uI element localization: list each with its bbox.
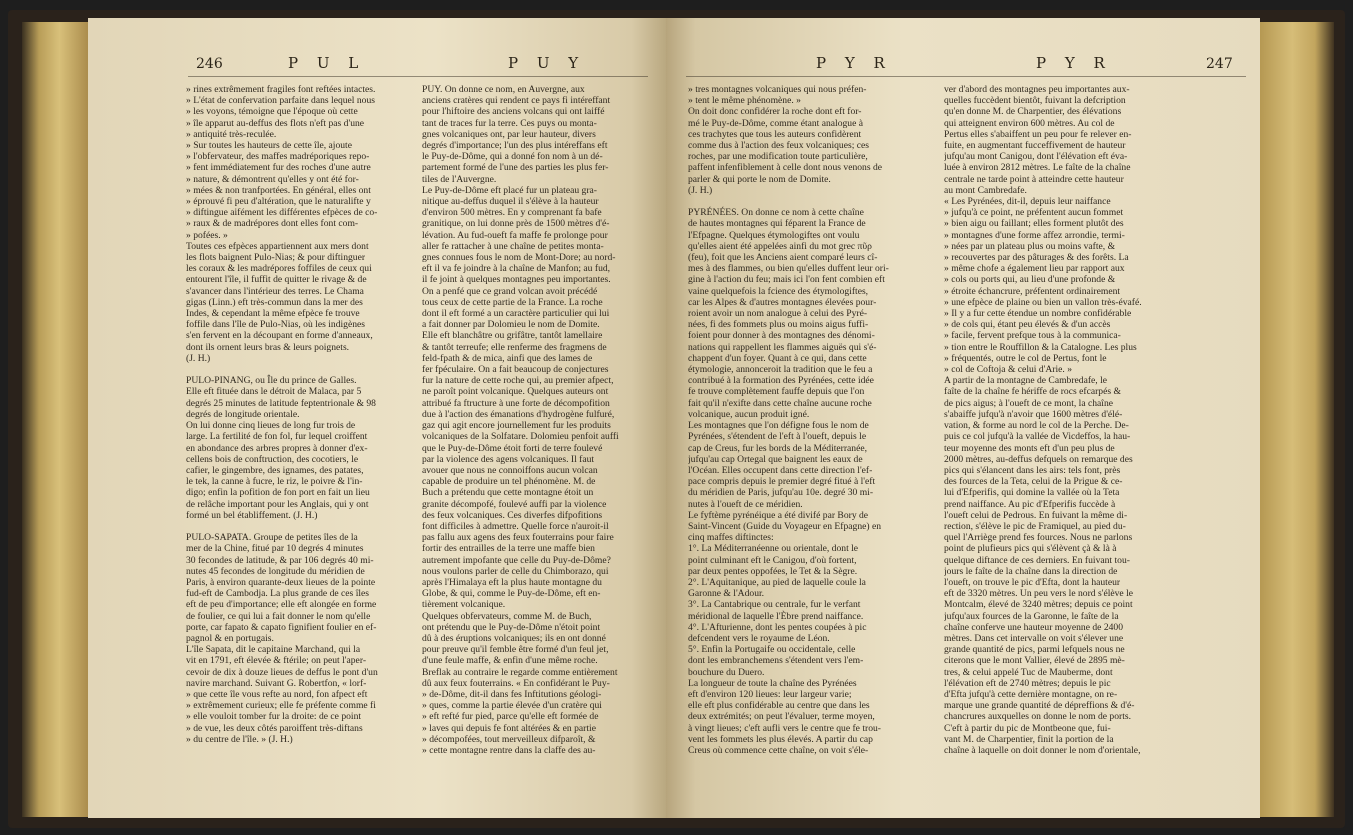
text-column: PUY. On donne ce nom, en Auvergne, aux anciens cratères qui rendent ce pays fi intéreffant pour l'hiftoire des anciens volcans qui ont laiffé tant de traces fur la terre. Ces puys ou monta- gnes volcaniques ont, par leur hauteur, divers degrés d'importance; l'un des plus intéreffans eft le Puy-de-Dôme, qui a donné fon nom à un dé- partement formé de l'une des parties les plus fer- tiles de l'Auvergne. Le Puy-de-Dôme eft placé fur un plateau gra- nitique au-deffus duquel il s'élève à la hauteur d'environ 500 mètres. En y comprenant fa bafe granitique, on lui donne près de 1500 mètres d'é- lévation. Au fud-oueft fa maffe fe prolonge pour aller fe rattacher à une chaîne de petites monta- gnes connues fous le nom de Mont-Dore; au nord- eft il va fe joindre à la chaîne de Manfon; au fud, il fe joint à quelques montagnes peu importantes. On a penfé que ce grand volcan avoit précédé tous ceux de cette partie de la France. La roche dont il eft formé a un caractère particulier qui lui a fait donner par Dolomieu le nom de Domite. Elle eft blanchâtre ou grifâtre, tantôt lamellaire & tantôt terreufe; elle renferme des fragmens de feld-fpath & de mica, ainfi que des lames de fer fpéculaire. On a fait beaucoup de conjectures fur la nature de cette roche qui, au premier afpect, ne paroît point volcanique. Quelques auteurs ont attribué fa ftructure à une forte de décompofition due à l'action des émanations d'hydrogène fulfuré, gaz qui agit encore journellement fur les produits volcaniques de la Solfatare. Dolomieu penfoit auffi que le Puy-de-Dôme étoit forti de terre foulevé par la violence des agens volcaniques. Il faut avouer que nous ne connoiffons aucun volcan capable de produire un tel phénomène. M. de Buch a prétendu que cette montagne étoit un granite décompofé, foulevé auffi par la violence des feux volcaniques. Ces diverfes difpofitions font difficiles à admettre. Quelle force n'auroit-il pas fallu aux agens des feux fouterrains pour faire fortir des entrailles de la terre une maffe bien autrement impofante que celle du Puy-de-Dôme? nous voulons parler de celle du Chimborazo, qui après l'Himalaya eft la plus haute montagne du Globe, & qui, comme le Puy-de-Dôme, eft en- tièrement volcanique. Quelques obfervateurs, comme M. de Buch, ont prétendu que le Puy-de-Dôme n'étoit point dû à des éruptions volcaniques; ils en ont donné pour preuve qu'il femble être formé d'un feul jet, d'une feule maffe, & enfin d'une même roche. Breflak au contraire le regarde comme entièrement dû aux feux fouterrains. « En confidérant le Puy- » de-Dôme, dit-il dans fes Inftitutions géologi- » ques, comme la partie élevée d'un cratère qui » eft refté fur pied, parce qu'elle eft formée de » laves qui depuis fe font altérées & en partie » décompofées, tout merveilleux difparoît, & » cette montagne rentre dans la claffe des au- <box>422 84 619 756</box>
header-rule <box>686 76 1246 77</box>
running-head: P U L <box>288 54 366 72</box>
text-column: » tres montagnes volcaniques qui nous préfen- » tent le même phénomène. » On doit donc confidérer la roche dont eft for- mé le Puy-de-Dôme, comme étant analogue à ces trachytes que tous les auteurs confidèrent comme dus à l'action des feux volcaniques; ces roches, par une modification toute particulière, paffent infenfiblement à celle dont nous venons de parler & qui porte le nom de Domite. (J. H.) PYRÉNÉES. On donne ce nom à cette chaîne de hautes montagnes qui féparent la France de l'Efpagne. Quelques étymologiftes ont voulu qu'elles aient été appelées ainfi du mot grec πῦρ (feu), foit que les Anciens aient comparé leurs cî- mes à des flammes, ou bien qu'elles duffent leur ori- gine à l'action du feu; mais ici l'on fent combien eft vaine quelquefois la fcience des étymologiftes, car les Alpes & d'autres montagnes élevées pour- roient avoir un nom analogue à celui des Pyré- nées, fi des fommets plus ou moins aigus fuffi- foient pour donner à des montagnes des dénomi- nations qui rappellent les flammes aiguës qui s'é- chappent d'un foyer. Quant à ce qui, dans cette étymologie, annonceroit la tradition que le feu a contribué à la formation des Pyrénées, cette idée fe trouve complètement fauffe depuis que l'on fait qu'il n'exifte dans cette chaîne aucune roche volcanique, aucun produit igné. Les montagnes que l'on défigne fous le nom de Pyrénées, s'étendent de l'eft à l'oueft, depuis le cap de Creus, fur les bords de la Méditerranée, jufqu'au cap Ortegal que baignent les eaux de l'Océan. Elles occupent dans cette direction l'ef- pace compris depuis le premier degré fitué à l'eft du méridien de Paris, jufqu'au 10e. degré 30 mi- nutes à l'oueft de ce méridien. Le fyftème pyrénéique a été divifé par Bory de Saint-Vincent (Guide du Voyageur en Efpagne) en cinq maffes diftinctes: 1°. La Méditerranéenne ou orientale, dont le point culminant eft le Canigou, d'où fortent, par deux pentes oppofées, le Tet & la Sègre. 2°. L'Aquitanique, au pied de laquelle coule la Garonne & l'Adour. 3°. La Cantabrique ou centrale, fur le verfant méridional de laquelle l'Èbre prend naiffance. 4°. L'Afturienne, dont les pentes coupées à pic defcendent vers le royaume de Léon. 5°. Enfin la Portugaife ou occidentale, celle dont les embranchemens s'étendent vers l'em- bouchure du Duero. La longueur de toute la chaîne des Pyrénées eft d'environ 120 lieues: leur largeur varie; elle eft plus confidérable au centre que dans les deux extrémités; on peut l'évaluer, terme moyen, à vingt lieues; c'eft aufli vers le centre que fe trou- vent les fommets les plus élevés. A partir du cap Creus où commence cette chaîne, on voit s'éle- <box>688 84 889 756</box>
left-page <box>88 18 666 818</box>
running-head: P Y R <box>1036 54 1112 72</box>
running-head: P Y R <box>816 54 892 72</box>
text-column: » rines extrêmement fragiles font reftées intactes. » L'état de confervation parfaite dans lequel nous » les voyons, témoigne que l'époque où cette » île apparut au-deffus des flots n'eft pas d'une » antiquité très-reculée. » Sur toutes les hauteurs de cette île, ajoute » l'obfervateur, des maffes madréporiques repo- » fent immédiatement fur des roches d'une autre » nature, & démontrent qu'elles y ont été for- » mées & non tranfportées. En général, elles ont » éprouvé fi peu d'altération, que le naturalifte y » diftingue aifément les différentes efpèces de co- » raux & de madrépores dont elles font com- » pofées. » Toutes ces efpèces appartiennent aux mers dont les flots baignent Pulo-Nias; & pour diftinguer les coraux & les madrépores foffiles de ceux qui entourent l'île, il fuffit de quitter le rivage & de s'avancer dans l'intérieur des terres. Le Chama gigas (Linn.) eft très-commun dans la mer des Indes, & cependant la même efpèce fe trouve foffile dans l'île de Pulo-Nias, où les indigènes s'en fervent en la découpant en forme d'anneaux, dont ils ornent leurs bras & leurs poignets. (J. H.) PULO-PINANG, ou Île du prince de Galles. Elle eft fituée dans le détroit de Malaca, par 5 degrés 25 minutes de latitude feptentrionale & 98 degrés de longitude orientale. On lui donne cinq lieues de long fur trois de large. La fertilité de fon fol, fur lequel croiffent en abondance des arbres propres à donner d'ex- cellens bois de conftruction, des cocotiers, le cafier, le gingembre, des ignames, des patates, le tek, la canne à fucre, le riz, le poivre & l'in- digo; enfin la pofition de fon port en fait un lieu de relâche important pour les Anglais, qui y ont formé un bel établiffement. (J. H.) PULO-SAPATA. Groupe de petites îles de la mer de la Chine, fitué par 10 degrés 4 minutes 30 fecondes de latitude, & par 106 degrés 40 mi- nutes 45 fecondes de longitude du méridien de Paris, à environ quarante-deux lieues de la pointe fud-eft de Cambodja. La plus grande de ces îles eft de peu d'importance; elle eft alongée en forme de foulier, ce qui lui a fait donner le nom qu'elle porte, car fapato & capato fignifient foulier en ef- pagnol & en portugais. L'île Sapata, dit le capitaine Marchand, qui la vit en 1791, eft élevée & ftérile; on peut l'aper- cevoir de dix à douze lieues de deffus le pont d'un navire marchand. Suivant G. Robertfon, « lorf- » que cette île vous refte au nord, fon afpect eft » extrêmement curieux; elle fe préfente comme fi » elle vouloit tomber fur la droite: de ce point » de vue, les deux côtés paroiffent très-diftans » du centre de l'île. » (J. H.) <box>186 84 378 745</box>
header-rule <box>188 76 648 77</box>
running-head: P U Y <box>508 54 586 72</box>
right-page <box>666 18 1260 818</box>
page-number: 246 <box>196 56 223 72</box>
text-column: ver d'abord des montagnes peu importantes aux- quelles fuccèdent bientôt, fuivant la defcription qu'en donne M. de Charpentier, des élévations qui atteignent environ 600 mètres. Au col de Pertus elles s'abaiffent un peu pour fe relever en- fuite, en augmentant fucceffivement de hauteur jufqu'au mont Canigou, dont l'élévation eft éva- luée à environ 2812 mètres. Le faîte de la chaîne centrale ne tarde point à atteindre cette hauteur au mont Cambredafe. « Les Pyrénées, dit-il, depuis leur naiffance » jufqu'à ce point, ne préfentent aucun fommet » bien aigu ou faillant; elles forment plutôt des » montagnes d'une forme affez arrondie, termi- » nées par un plateau plus ou moins vafte, & » recouvertes par des pâturages & des forêts. La » même chofe a également lieu par rapport aux » cols ou ports qui, au lieu d'une profonde & » étroite échancrure, préfentent ordinairement » une efpèce de plaine ou bien un vallon très-évafé. » Il y a fur cette étendue un nombre confidérable » de cols qui, étant peu élevés & d'un accès » facile, fervent prefque tous à la communica- » tion entre le Rouffillon & la Catalogne. Les plus » fréquentés, outre le col de Pertus, font le » col de Coftoja & celui d'Arie. » A partir de la montagne de Cambredafe, le faîte de la chaîne fe hériffe de rocs efcarpés & de pics aigus; à l'oueft de ce mont, la chaîne s'abaiffe jufqu'à n'avoir que 1600 mètres d'élé- vation, & forme au nord le col de la Perche. De- puis ce col jufqu'à la vallée de Vicdeffos, la hau- teur moyenne des monts eft d'un peu plus de 2000 mètres, au-deffus defquels on remarque des pics qui s'élancent dans les airs: tels font, près des fources de la Teta, celui de la Prigue & ce- lui d'Efperifis, qui domine la vallée où la Teta prend naiffance. Au pic d'Efperifis fuccède à l'oueft celui de Pedrous. En fuivant la même di- rection, s'élève le pic de Framiquel, au pied du- quel l'Arriège prend fes fources. Nous ne parlons point de plufieurs pics qui s'élèvent çà & là à quelque diftance de ces derniers. En fuivant tou- jours le faîte de la chaîne dans la direction de l'oueft, on trouve le pic d'Efta, dont la hauteur eft de 3320 mètres. Un peu vers le nord s'élève le Montcalm, élevé de 3240 mètres; depuis ce point jufqu'aux fources de la Garonne, le faîte de la chaîne conferve une hauteur moyenne de 2400 mètres. Dans cet intervalle on voit s'élever une grande quantité de pics, parmi lefquels nous ne citerons que le mont Vallier, élevé de 2895 mè- tres, & celui appelé Tuc de Mauberme, dont l'élévation eft de 2740 mètres; depuis le pic d'Efta jufqu'à cette dernière montagne, on re- marque une grande quantité de dépreffions & d'é- chancrures auxquelles on donne le nom de ports. C'eft à partir du pic de Montbeone que, fui- vant M. de Charpentier, finit la portion de la chaîne à laquelle on doit donner le nom d'orientale, <box>944 84 1142 756</box>
page-number: 247 <box>1206 56 1233 72</box>
left-page-edges <box>22 22 90 817</box>
right-page-edges <box>1258 22 1334 817</box>
